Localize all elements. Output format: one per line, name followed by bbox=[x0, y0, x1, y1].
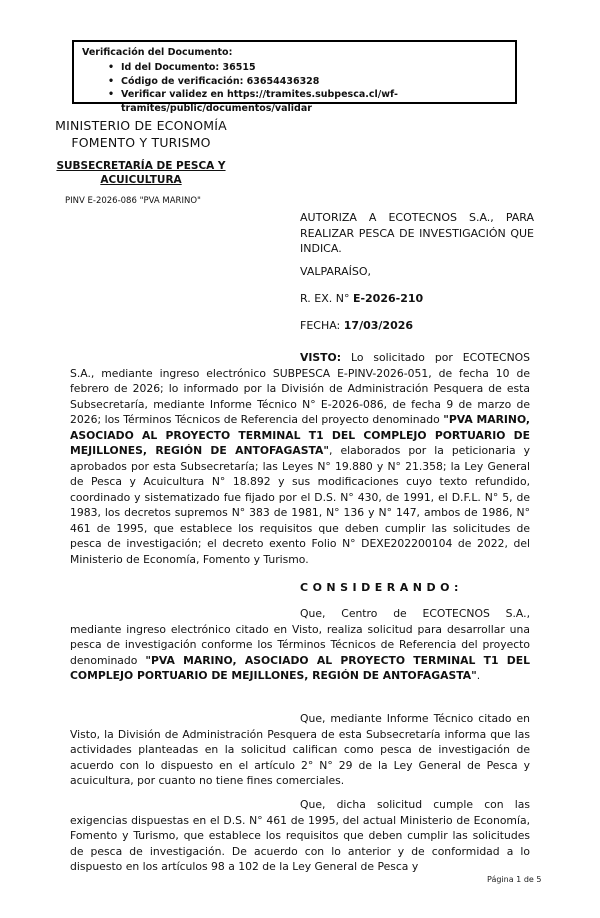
header-right bbox=[300, 210, 534, 333]
considerando-paragraph-1 bbox=[70, 606, 530, 684]
verification-box bbox=[72, 40, 517, 114]
considerando-1-text-2: . bbox=[476, 669, 481, 682]
considerando-1-text-1: Que, Centro de ECOTECNOS S.A., mediante ingreso electrónico citado en Visto, realiza solicitud para desarrollar una pesca de investigación conforme los Términos Técnicos de Referencia del proyecto denominado bbox=[70, 607, 530, 667]
considerando-1-project-name: "PVA MARINO, ASOCIADO AL PROYECTO TERMINAL T1 DEL COMPLEJO PORTUARIO DE MEJILLONES, REGIÓN DE ANTOFAGASTA" bbox=[70, 653, 530, 682]
city-line: VALPARAÍSO, bbox=[300, 264, 372, 278]
verification-item-url: • Verificar validez en https://tramites.subpesca.cl/wf-tramites/public/documentos/validar bbox=[108, 88, 507, 115]
document-reference: PINV E-2026-086 "PVA MARINO" bbox=[65, 196, 201, 206]
resolution-line bbox=[300, 291, 534, 306]
resolution-number: E-2026-210 bbox=[352, 291, 424, 305]
visto-project-name: "PVA MARINO, ASOCIADO AL PROYECTO TERMINAL T1 DEL COMPLEJO PORTUARIO DE MEJILLONES, REGIÓN DE ANTOFAGASTA" bbox=[70, 413, 530, 457]
subsecretaria-line-1: SUBSECRETARÍA DE PESCA Y bbox=[56, 160, 226, 172]
visto-paragraph bbox=[70, 350, 530, 567]
ministry-line-2: FOMENTO Y TURISMO bbox=[71, 134, 211, 150]
subject-line: AUTORIZA A ECOTECNOS S.A., PARA REALIZAR PESCA DE INVESTIGACIÓN QUE INDICA. bbox=[300, 211, 534, 255]
visto-text-1: Lo solicitado por ECOTECNOS S.A., mediante ingreso electrónico SUBPESCA E-PINV-2026-051, de fecha 10 de febrero de 2026; lo informado por la División de Administración Pesquera de esta Subsecretaría, mediante Informe Técnico N° E-2026-086, de fecha 9 de marzo de 2026; los Términos Técnicos de Referencia del proyecto denominado bbox=[70, 351, 530, 426]
date-line bbox=[300, 318, 534, 333]
considerando-paragraph-2: Que, mediante Informe Técnico citado en Visto, la División de Administración Pesquera de esta Subsecretaría informa que las actividades planteadas en la solicitud califican como pesca de investigación de acuerdo con lo dispuesto en el artículo 2° N° 29 de la Ley General de Pesca y acuicultura, por cuanto no tiene fines comerciales. bbox=[70, 712, 530, 787]
verification-title: Verificación del Documento: bbox=[82, 47, 233, 58]
visto-text-2: , elaborados por la peticionaria y aprobados por esta Subsecretaría; las Leyes N° 19.880 y N° 21.358; la Ley General de Pesca y Acuicultura N° 18.892 y sus modificaciones cuyo texto refundido, coordinado y sistematizado fue fijado por el D.S. N° 430, de 1991, el D.F.L. N° 5, de 1983, los decretos supremos N° 383 de 1981, N° 136 y N° 147, ambos de 1986, N° 461 de 1995, que establece los requisitos que deben cumplir las solicitudes de pesca de investigación; el decreto exento Folio N° DEXE202200104 de 2022, del Ministerio de Economía, Fomento y Turismo. bbox=[70, 444, 531, 566]
subsecretaria-name bbox=[46, 160, 236, 187]
verification-item-code: • Código de verificación: 63654436328 bbox=[108, 75, 507, 89]
page-number-label: Página 1 de 5 bbox=[487, 875, 542, 884]
verification-item-document-id: • Id del Documento: 36515 bbox=[108, 61, 507, 75]
ministry-name bbox=[46, 118, 236, 151]
date-value: 17/03/2026 bbox=[343, 318, 414, 332]
ministry-line-1: MINISTERIO DE ECONOMÍA bbox=[55, 118, 227, 133]
letterhead bbox=[46, 118, 236, 206]
resolution-prefix: R. EX. N° bbox=[300, 291, 353, 305]
considerando-heading: CONSIDERANDO: bbox=[300, 581, 463, 594]
visto-label: VISTO: bbox=[300, 351, 342, 364]
verification-list bbox=[108, 61, 507, 115]
subsecretaria-line-2: ACUICULTURA bbox=[100, 173, 182, 186]
date-prefix: FECHA: bbox=[300, 318, 344, 332]
considerando-paragraph-3: Que, dicha solicitud cumple con las exigencias dispuestas en el D.S. N° 461 de 1995, del actual Ministerio de Economía, Fomento y Turismo, que establece los requisitos que deben cumplir las solicitudes de pesca de investigación. De acuerdo con lo anterior y de conformidad a lo dispuesto en los artículos 98 a 102 de la Ley General de Pesca y bbox=[70, 798, 530, 873]
